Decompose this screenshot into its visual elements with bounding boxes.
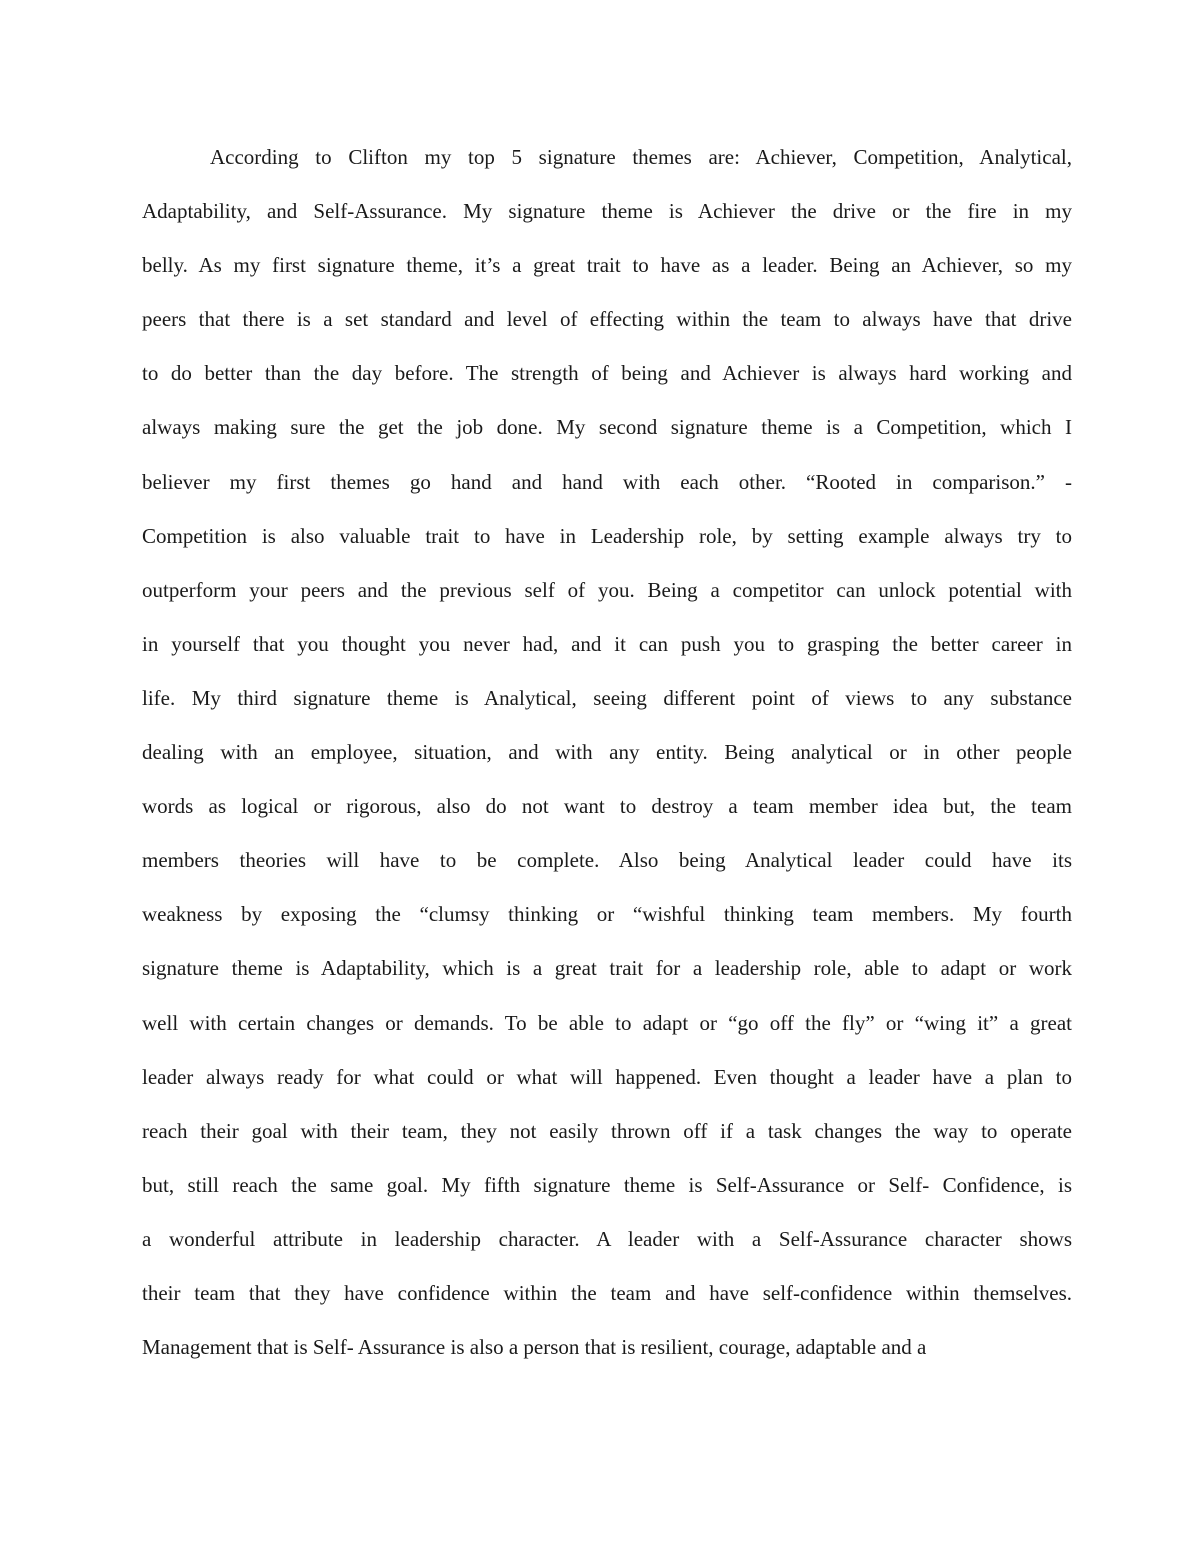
paragraph-line: a wonderful attribute in leadership character. A leader with a Self-Assurance character shows — [142, 1226, 1072, 1251]
paragraph-line: well with certain changes or demands. To be able to adapt or “go off the fly” or “wing it” a great — [142, 1010, 1072, 1035]
paragraph-line: Competition is also valuable trait to have in Leadership role, by setting example always try to — [142, 523, 1072, 548]
paragraph-line: reach their goal with their team, they not easily thrown off if a task changes the way to operate — [142, 1118, 1072, 1143]
paragraph-line: but, still reach the same goal. My fifth signature theme is Self-Assurance or Self- Confidence, is — [142, 1172, 1072, 1197]
paragraph-line: believer my first themes go hand and hand with each other. “Rooted in comparison.” - — [142, 469, 1072, 494]
paragraph-line: members theories will have to be complete. Also being Analytical leader could have its — [142, 848, 1072, 873]
paragraph-line: leader always ready for what could or what will happened. Even thought a leader have a plan to — [142, 1064, 1072, 1089]
paragraph-line: words as logical or rigorous, also do not want to destroy a team member idea but, the team — [142, 794, 1072, 819]
paragraph-line: always making sure the get the job done. My second signature theme is a Competition, which I — [142, 415, 1072, 440]
paragraph-line: in yourself that you thought you never had, and it can push you to grasping the better career in — [142, 631, 1072, 656]
paragraph-line: life. My third signature theme is Analytical, seeing different point of views to any substance — [142, 685, 1072, 710]
paragraph-line: According to Clifton my top 5 signature themes are: Achiever, Competition, Analytical, — [210, 145, 1072, 169]
paragraph-line: dealing with an employee, situation, and with any entity. Being analytical or in other people — [142, 740, 1072, 765]
paragraph-line: Management that is Self- Assurance is also a person that is resilient, courage, adaptable and a — [142, 1335, 927, 1360]
paragraph-line: Adaptability, and Self-Assurance. My signature theme is Achiever the drive or the fire in my — [142, 199, 1072, 224]
paragraph-line: weakness by exposing the “clumsy thinking or “wishful thinking team members. My fourth — [142, 902, 1072, 927]
paragraph-line: belly. As my first signature theme, it’s a great trait to have as a leader. Being an Achiever, so my — [142, 253, 1072, 278]
paragraph-line: signature theme is Adaptability, which is a great trait for a leadership role, able to adapt or work — [142, 956, 1072, 981]
paragraph-line: their team that they have confidence within the team and have self-confidence within themselves. — [142, 1280, 1072, 1305]
paragraph-line: peers that there is a set standard and level of effecting within the team to always have that drive — [142, 307, 1072, 332]
paragraph-line: outperform your peers and the previous self of you. Being a competitor can unlock potential with — [142, 577, 1072, 602]
paragraph-line: to do better than the day before. The strength of being and Achiever is always hard working and — [142, 361, 1072, 386]
essay-paragraph — [142, 140, 1072, 1384]
